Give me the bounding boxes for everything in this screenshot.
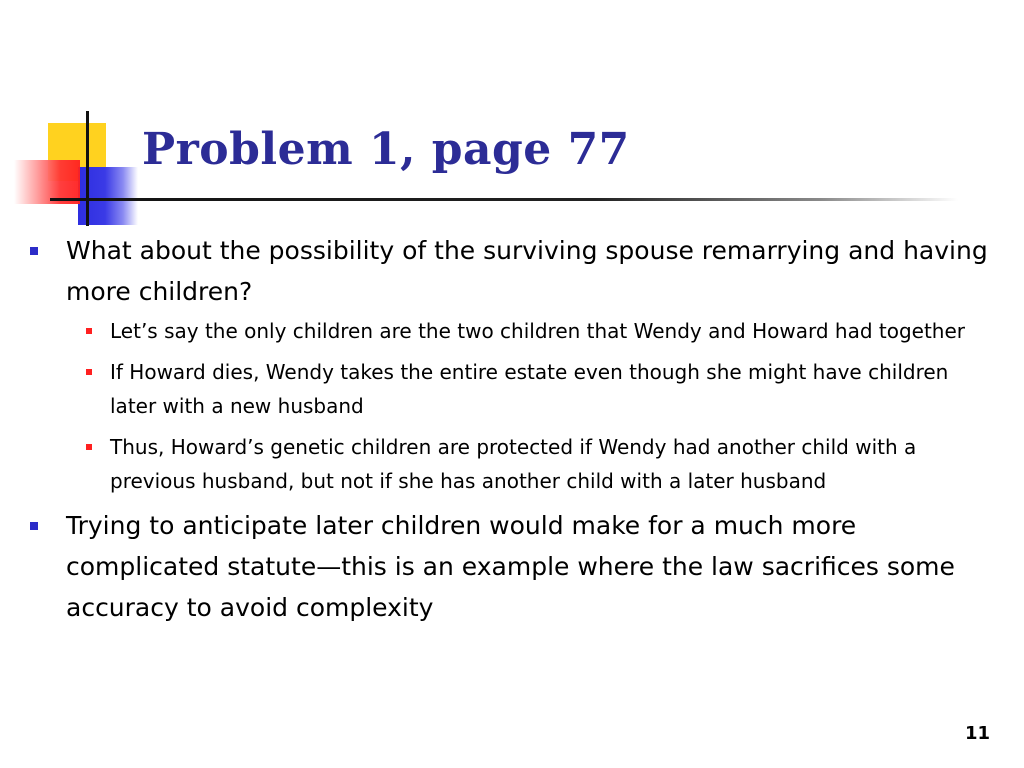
square-bullet-icon <box>30 522 38 530</box>
sub-bullet-list <box>66 314 1000 498</box>
sub-bullet-item <box>66 430 1000 498</box>
page-number: 11 <box>964 723 990 744</box>
bullet-item <box>30 505 1000 628</box>
vertical-rule <box>86 111 89 226</box>
bullet-list <box>30 230 1000 628</box>
decorative-squares <box>0 0 140 240</box>
square-bullet-icon <box>30 247 38 255</box>
slide-title: Problem 1, page 77 <box>142 124 630 175</box>
sub-bullet-item <box>66 355 1000 423</box>
bullet-text: Trying to anticipate later children would make for a much more complicated statute—this is an example where the law sacrifices some accuracy to avoid complexity <box>66 511 955 622</box>
square-bullet-icon <box>86 369 92 375</box>
sub-bullet-item <box>66 314 1000 348</box>
title-underline <box>50 198 958 201</box>
square-bullet-icon <box>86 328 92 334</box>
bullet-item <box>30 230 1000 498</box>
slide-body <box>30 230 1000 634</box>
square-bullet-icon <box>86 444 92 450</box>
bullet-text: What about the possibility of the surviving spouse remarrying and having more children? <box>66 236 988 306</box>
sub-bullet-text: Let’s say the only children are the two children that Wendy and Howard had together <box>110 319 966 343</box>
sub-bullet-text: If Howard dies, Wendy takes the entire estate even though she might have children later with a new husband <box>110 360 949 418</box>
sub-bullet-text: Thus, Howard’s genetic children are protected if Wendy had another child with a previous husband, but not if she has another child with a later husband <box>110 435 917 493</box>
